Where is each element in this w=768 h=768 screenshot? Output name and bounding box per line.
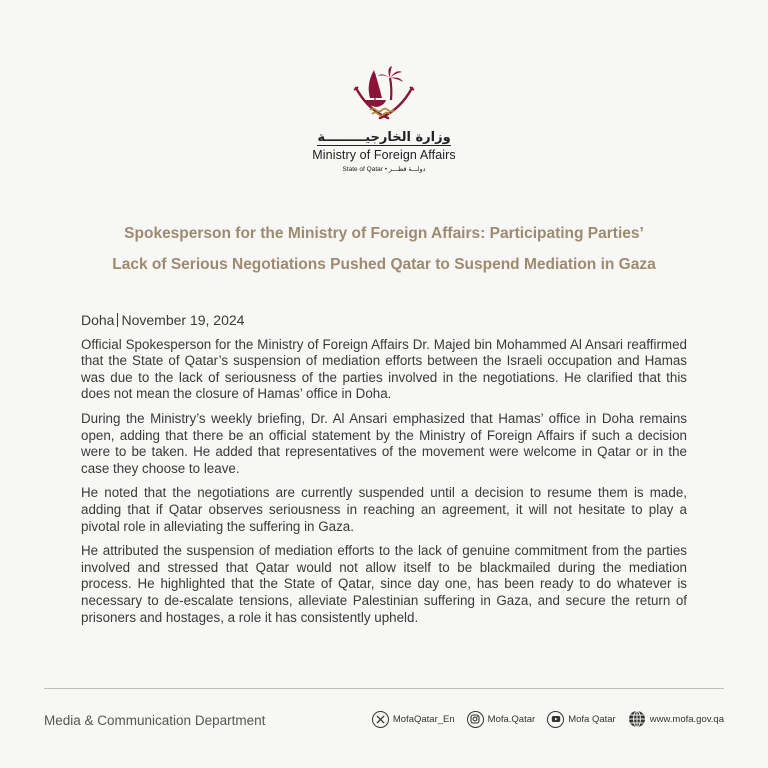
qatar-emblem-icon <box>352 60 416 124</box>
ministry-arabic-name: وزارة الخارجيـــــــــة <box>317 130 451 145</box>
social-link-youtube[interactable] <box>547 711 616 728</box>
ministry-header <box>0 60 768 173</box>
body-paragraph-1: Official Spokesperson for the Ministry of Foreign Affairs Dr. Majed bin Mohammed Al Ansari reaffirmed that the State of Qatar’s suspension of mediation efforts between the Israeli occupation and Hamas was due to the lack of seriousness of the parties involved in the negotiations. He clarified that this does not mean the closure of Hamas’ office in Doha. <box>81 336 687 402</box>
social-label-instagram: Mofa.Qatar <box>487 713 536 725</box>
globe-icon <box>628 710 646 728</box>
social-label-website: www.mofa.gov.qa <box>649 713 724 725</box>
body-paragraph-3: He noted that the negotiations are currently suspended until a decision to resume them is made, adding that if Qatar observes seriousness in reaching an agreement, it will not hesitate to play a pivotal role in alleviating the suffering in Gaza. <box>81 485 687 534</box>
body-paragraph-2: During the Ministry’s weekly briefing, Dr. Al Ansari emphasized that Hamas’ office in Doha remains open, adding that there be an official statement by the Ministry of Foreign Affairs if such a decision were to be taken. He added that representatives of the movement were welcome in Qatar or in the case they choose to leave. <box>81 410 687 476</box>
x-icon <box>372 711 389 728</box>
dateline-city: Doha <box>81 312 115 328</box>
headline-line-1: Spokesperson for the Ministry of Foreign Affairs: Participating Parties’ <box>124 225 644 242</box>
footer <box>44 710 724 734</box>
social-link-instagram[interactable] <box>467 711 536 728</box>
body-paragraph-4: He attributed the suspension of mediation efforts to the lack of genuine commitment from the parties involved and stressed that Qatar would not allow itself to be blackmailed during the mediation process. He highlighted that the State of Qatar, since day one, has been ready to do whatever is necessary to de-escalate tensions, alleviate Palestinian suffering in Gaza, and secure the return of prisoners and hostages, a role it has consistently upheld. <box>81 543 687 625</box>
social-label-x: MofaQatar_En <box>392 713 455 725</box>
department-name: Media & Communication Department <box>44 713 266 728</box>
ministry-english-name: Ministry of Foreign Affairs <box>312 148 456 162</box>
social-label-youtube: Mofa Qatar <box>568 713 616 725</box>
press-release-headline <box>60 218 708 280</box>
state-of-qatar-line: State of Qatar • دولـــة قطـــر <box>342 166 426 173</box>
dateline <box>81 312 687 329</box>
headline-line-2: Lack of Serious Negotiations Pushed Qatar to Suspend Mediation in Gaza <box>112 256 656 273</box>
footer-divider <box>44 688 724 689</box>
dateline-separator <box>117 313 118 327</box>
social-link-x[interactable] <box>372 711 455 728</box>
press-release-body <box>81 312 687 634</box>
dateline-date: November 19, 2024 <box>121 312 245 328</box>
youtube-icon <box>547 711 564 728</box>
social-links <box>360 710 724 728</box>
instagram-icon <box>467 711 484 728</box>
social-link-website[interactable] <box>628 710 724 728</box>
